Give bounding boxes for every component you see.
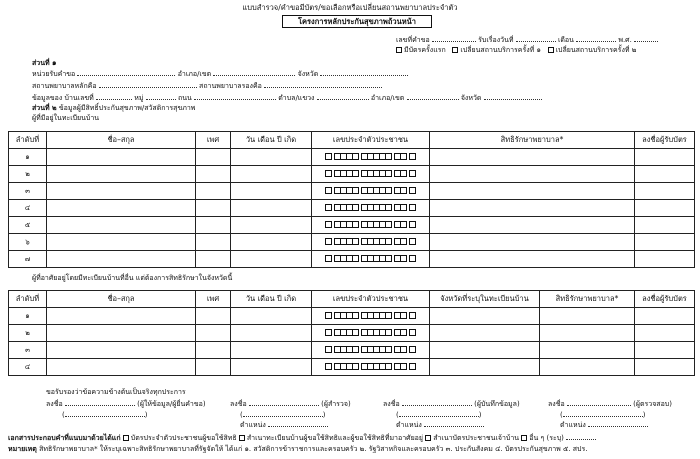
col-order: ลำดับที่ <box>9 291 47 308</box>
doc-id-card-checkbox[interactable] <box>123 435 129 441</box>
col-dob: วัน เดือน ปี เกิด <box>231 291 312 308</box>
table-row <box>9 166 695 183</box>
id-cell[interactable] <box>312 200 430 217</box>
doc-house-reg-checkbox[interactable] <box>239 435 245 441</box>
doc-other-field[interactable] <box>566 433 596 440</box>
id-cell[interactable] <box>312 342 430 359</box>
signature-cell[interactable] <box>635 183 695 200</box>
group1-label: ผู้ที่มีอยู่ในทะเบียนบ้าน <box>32 114 100 122</box>
row-number: ๓ <box>9 183 47 200</box>
year-field[interactable] <box>634 35 658 42</box>
moo-field[interactable] <box>146 93 176 100</box>
secondary-hospital-field[interactable] <box>264 81 382 88</box>
id-number-boxes[interactable] <box>326 221 416 228</box>
signature-block-2 <box>230 399 351 408</box>
non-household-table-header <box>9 291 695 308</box>
position-label: ตำแหน่ง <box>240 421 266 429</box>
change-2-checkbox[interactable] <box>548 47 554 53</box>
rights-cell[interactable] <box>430 234 635 251</box>
dob-cell[interactable] <box>231 325 312 342</box>
documents-line <box>8 433 596 442</box>
position-label: ตำแหน่ง <box>560 421 586 429</box>
row-number: ๔ <box>9 200 47 217</box>
signature-cell[interactable] <box>635 251 695 268</box>
col-dob: วัน เดือน ปี เกิด <box>231 132 312 149</box>
received-date-field[interactable] <box>516 35 556 42</box>
position-3-field[interactable] <box>424 420 484 427</box>
certify-text: ขอรับรองว่าข้อความข้างต้นเป็นจริงทุกประการ <box>46 388 186 396</box>
change-1-label: เปลี่ยนสถานบริการครั้งที่ ๑ <box>460 46 541 54</box>
sex-cell[interactable] <box>196 149 231 166</box>
signature-block-4 <box>548 399 672 408</box>
doc-owner-id-label: สำเนาบัตรประชาชนเจ้าบ้าน <box>433 434 520 442</box>
position-4 <box>560 420 648 429</box>
doc-other-checkbox[interactable] <box>521 435 527 441</box>
rights-cell[interactable] <box>430 149 635 166</box>
id-number-boxes[interactable] <box>326 363 416 370</box>
name-2-field[interactable] <box>243 410 323 417</box>
id-number-boxes[interactable] <box>326 170 416 177</box>
month-field[interactable] <box>576 35 616 42</box>
signature-block-1 <box>46 399 206 408</box>
road-label: ถนน <box>177 94 192 102</box>
rights-cell[interactable] <box>540 325 635 342</box>
col-id: เลขประจำตัวประชาชน <box>312 132 430 149</box>
name-4-field[interactable] <box>563 410 643 417</box>
address-label: ข้อมูลของ บ้านเลขที่ <box>32 94 94 102</box>
non-household-table <box>8 290 695 376</box>
sex-cell[interactable] <box>196 166 231 183</box>
sex-cell[interactable] <box>196 217 231 234</box>
part2-heading: ส่วนที่ ๒ <box>32 104 57 112</box>
signature-3-name: ( ) <box>396 411 482 419</box>
signature-cell[interactable] <box>635 308 695 325</box>
position-label: ตำแหน่ง <box>396 421 422 429</box>
rights-cell[interactable] <box>540 342 635 359</box>
district-field[interactable] <box>213 69 295 76</box>
id-cell[interactable] <box>312 325 430 342</box>
rights-cell[interactable] <box>430 200 635 217</box>
row-number: ๑ <box>9 149 47 166</box>
dob-cell[interactable] <box>231 149 312 166</box>
household-table-header <box>9 132 695 149</box>
id-number-boxes[interactable] <box>326 187 416 194</box>
name-1-field[interactable] <box>65 410 145 417</box>
id-number-boxes[interactable] <box>326 238 416 245</box>
subdistrict-label: ตำบล/แขวง <box>278 94 315 102</box>
rights-cell[interactable] <box>540 308 635 325</box>
rights-cell[interactable] <box>430 183 635 200</box>
col-sex: เพศ <box>196 132 231 149</box>
col-name: ชื่อ–สกุล <box>47 132 196 149</box>
dob-cell[interactable] <box>231 308 312 325</box>
id-number-boxes[interactable] <box>326 153 416 160</box>
role-checker: (ผู้ตรวจสอบ) <box>633 400 672 408</box>
unit-field[interactable] <box>77 69 175 76</box>
moo-label: หมู่ <box>134 94 144 102</box>
dob-cell[interactable] <box>231 234 312 251</box>
month-label: เดือน <box>557 36 574 44</box>
district-label: อำเภอ/เขต <box>177 70 212 78</box>
table-row <box>9 359 695 376</box>
district2-field[interactable] <box>407 93 459 100</box>
signature-cell[interactable] <box>635 166 695 183</box>
id-number-boxes[interactable] <box>326 312 416 319</box>
name-cell[interactable] <box>47 200 196 217</box>
id-cell[interactable] <box>312 308 430 325</box>
col-name: ชื่อ–สกุล <box>47 291 196 308</box>
province-field[interactable] <box>320 69 408 76</box>
id-cell[interactable] <box>312 166 430 183</box>
province-label: จังหวัด <box>297 70 319 78</box>
district2-label: อำเภอ/เขต <box>370 94 405 102</box>
doc-other-label: อื่น ๆ (ระบุ) <box>529 434 564 442</box>
request-line <box>396 35 658 44</box>
signature-cell[interactable] <box>635 234 695 251</box>
doc-id-card-label: บัตรประจำตัวประชาชนผู้ขอใช้สิทธิ <box>130 434 237 442</box>
row-number: ๑ <box>9 308 47 325</box>
first-card-label: มีบัตรครั้งแรก <box>404 46 446 54</box>
row-number: ๔ <box>9 359 47 376</box>
table-row <box>9 149 695 166</box>
id-cell[interactable] <box>312 234 430 251</box>
col-signature: ลงชื่อผู้รับบัตร <box>635 132 695 149</box>
col-rights: สิทธิรักษาพยาบาล* <box>430 132 635 149</box>
first-card-checkbox[interactable] <box>396 47 402 53</box>
received-date-label: รับเรื่องวันที่ <box>478 36 514 44</box>
province2-field[interactable] <box>484 93 542 100</box>
position-4-field[interactable] <box>588 420 648 427</box>
unit-line <box>32 69 408 78</box>
province2-label: จังหวัด <box>460 94 482 102</box>
house-no-field[interactable] <box>96 93 132 100</box>
signature-3-field[interactable] <box>402 399 472 406</box>
signature-4-name: ( ) <box>560 411 646 419</box>
row-number: ๗ <box>9 251 47 268</box>
signature-2-field[interactable] <box>249 399 319 406</box>
name-cell[interactable] <box>47 359 196 376</box>
dob-cell[interactable] <box>231 342 312 359</box>
dob-cell[interactable] <box>231 251 312 268</box>
group2-label: ผู้ที่อาศัยอยู่โดยมีทะเบียนบ้านที่อื่น แต่ต้องการสิทธิรักษาในจังหวัดนี้ <box>32 274 233 282</box>
sex-cell[interactable] <box>196 234 231 251</box>
change-2-label: เปลี่ยนสถานบริการครั้งที่ ๒ <box>555 46 637 54</box>
position-3 <box>396 420 484 429</box>
col-id: เลขประจำตัวประชาชน <box>312 291 430 308</box>
dob-cell[interactable] <box>231 166 312 183</box>
id-cell[interactable] <box>312 217 430 234</box>
name-cell[interactable] <box>47 234 196 251</box>
signature-cell[interactable] <box>635 149 695 166</box>
signature-cell[interactable] <box>635 217 695 234</box>
col-order: ลำดับที่ <box>9 132 47 149</box>
id-number-boxes[interactable] <box>326 329 416 336</box>
province-cell[interactable] <box>430 359 540 376</box>
name-cell[interactable] <box>47 149 196 166</box>
rights-cell[interactable] <box>430 251 635 268</box>
province-cell[interactable] <box>430 342 540 359</box>
rights-cell[interactable] <box>430 217 635 234</box>
main-hospital-field[interactable] <box>99 81 197 88</box>
table-row <box>9 234 695 251</box>
request-options <box>396 46 636 54</box>
rights-cell[interactable] <box>430 166 635 183</box>
signature-cell[interactable] <box>635 200 695 217</box>
form-title: แบบสำรวจ/คำขอมีบัตร/ขอเลือกหรือเปลี่ยนสถานพยาบาลประจำตัว <box>242 3 458 12</box>
part1-heading: ส่วนที่ ๑ <box>32 59 57 67</box>
province-cell[interactable] <box>430 308 540 325</box>
doc-house-reg-label: สำเนาทะเบียนบ้านผู้ขอใช้สิทธิและผู้ขอใช้สิทธิที่มาอาศัยอยู่ <box>246 434 423 442</box>
secondary-hospital-label: สถานพยาบาลรองคือ <box>199 82 262 90</box>
role-surveyor: (ผู้สำรวจ) <box>321 400 351 408</box>
signature-4-field[interactable] <box>567 399 631 406</box>
sex-cell[interactable] <box>196 183 231 200</box>
part2-line <box>32 104 195 112</box>
table-row <box>9 183 695 200</box>
name-cell[interactable] <box>47 342 196 359</box>
dob-cell[interactable] <box>231 217 312 234</box>
row-number: ๒ <box>9 325 47 342</box>
id-cell[interactable] <box>312 149 430 166</box>
request-no-field[interactable] <box>432 35 476 42</box>
subdistrict-field[interactable] <box>317 93 369 100</box>
id-number-boxes[interactable] <box>326 255 416 262</box>
table-row <box>9 217 695 234</box>
row-number: ๓ <box>9 342 47 359</box>
household-table <box>8 131 695 268</box>
col-signature: ลงชื่อผู้รับบัตร <box>635 291 695 308</box>
dob-cell[interactable] <box>231 200 312 217</box>
id-number-boxes[interactable] <box>326 346 416 353</box>
sign-label: ลงชื่อ <box>230 400 247 408</box>
row-number: ๖ <box>9 234 47 251</box>
part2-desc: ข้อมูลผู้มีสิทธิ์ประกันสุขภาพ/สวัสดิการสุขภาพ <box>58 104 196 112</box>
name-cell[interactable] <box>47 308 196 325</box>
sign-label: ลงชื่อ <box>383 400 400 408</box>
position-2-field[interactable] <box>268 420 328 427</box>
name-cell[interactable] <box>47 166 196 183</box>
signature-cell[interactable] <box>635 342 695 359</box>
name-3-field[interactable] <box>399 410 479 417</box>
table-row <box>9 342 695 359</box>
signature-block-3 <box>383 399 520 408</box>
table-row <box>9 308 695 325</box>
unit-label: หน่วยรับคำขอ <box>32 70 76 78</box>
row-number: ๒ <box>9 166 47 183</box>
note-label: หมายเหตุ <box>8 445 37 453</box>
sex-cell[interactable] <box>196 325 231 342</box>
id-cell[interactable] <box>312 359 430 376</box>
project-title: โครงการหลักประกันสุขภาพถ้วนหน้า <box>282 15 432 28</box>
main-hospital-label: สถานพยาบาลหลักคือ <box>32 82 97 90</box>
change-1-checkbox[interactable] <box>452 47 458 53</box>
sign-label: ลงชื่อ <box>46 400 63 408</box>
id-cell[interactable] <box>312 183 430 200</box>
col-rights: สิทธิรักษาพยาบาล* <box>540 291 635 308</box>
sex-cell[interactable] <box>196 200 231 217</box>
table-row <box>9 251 695 268</box>
sex-cell[interactable] <box>196 342 231 359</box>
note-text: สิทธิรักษาพยาบาล* ให้ระบุเฉพาะสิทธิรักษาพยาบาลที่รัฐจัดให้ ได้แก่ ๑. สวัสดิการข้าราชการและครอบครัว ๒. รัฐวิสาหกิจและครอบครัว ๓. ประกันสังคม ๔. บัตรประกันสุขภาพ ๕. สปร. <box>39 445 588 453</box>
table-row <box>9 325 695 342</box>
documents-label: เอกสารประกอบคำที่แนบมาด้วยได้แก่ <box>8 434 121 442</box>
dob-cell[interactable] <box>231 183 312 200</box>
id-cell[interactable] <box>312 251 430 268</box>
col-province: จังหวัดที่ระบุในทะเบียนบ้าน <box>430 291 540 308</box>
sex-cell[interactable] <box>196 308 231 325</box>
name-cell[interactable] <box>47 325 196 342</box>
dob-cell[interactable] <box>231 359 312 376</box>
doc-owner-id-checkbox[interactable] <box>425 435 431 441</box>
province-cell[interactable] <box>430 325 540 342</box>
signature-2-name: ( ) <box>240 411 326 419</box>
signature-cell[interactable] <box>635 325 695 342</box>
signature-1-field[interactable] <box>65 399 135 406</box>
name-cell[interactable] <box>47 183 196 200</box>
request-no-label: เลขที่คำขอ <box>396 36 430 44</box>
hospital-line <box>32 81 382 90</box>
rights-cell[interactable] <box>540 359 635 376</box>
sex-cell[interactable] <box>196 359 231 376</box>
signature-cell[interactable] <box>635 359 695 376</box>
name-cell[interactable] <box>47 217 196 234</box>
signature-1-name: ( ) <box>62 411 148 419</box>
address-line <box>32 93 542 102</box>
table-row <box>9 200 695 217</box>
role-informant: (ผู้ให้ข้อมูล/ผู้ยื่นคำขอ) <box>137 400 206 408</box>
sex-cell[interactable] <box>196 251 231 268</box>
name-cell[interactable] <box>47 251 196 268</box>
sign-label: ลงชื่อ <box>548 400 565 408</box>
row-number: ๕ <box>9 217 47 234</box>
note-line <box>8 445 587 453</box>
role-recorder: (ผู้บันทึกข้อมูล) <box>474 400 520 408</box>
col-sex: เพศ <box>196 291 231 308</box>
id-number-boxes[interactable] <box>326 204 416 211</box>
road-field[interactable] <box>194 93 276 100</box>
position-2 <box>240 420 328 429</box>
year-label: พ.ศ. <box>618 36 632 44</box>
